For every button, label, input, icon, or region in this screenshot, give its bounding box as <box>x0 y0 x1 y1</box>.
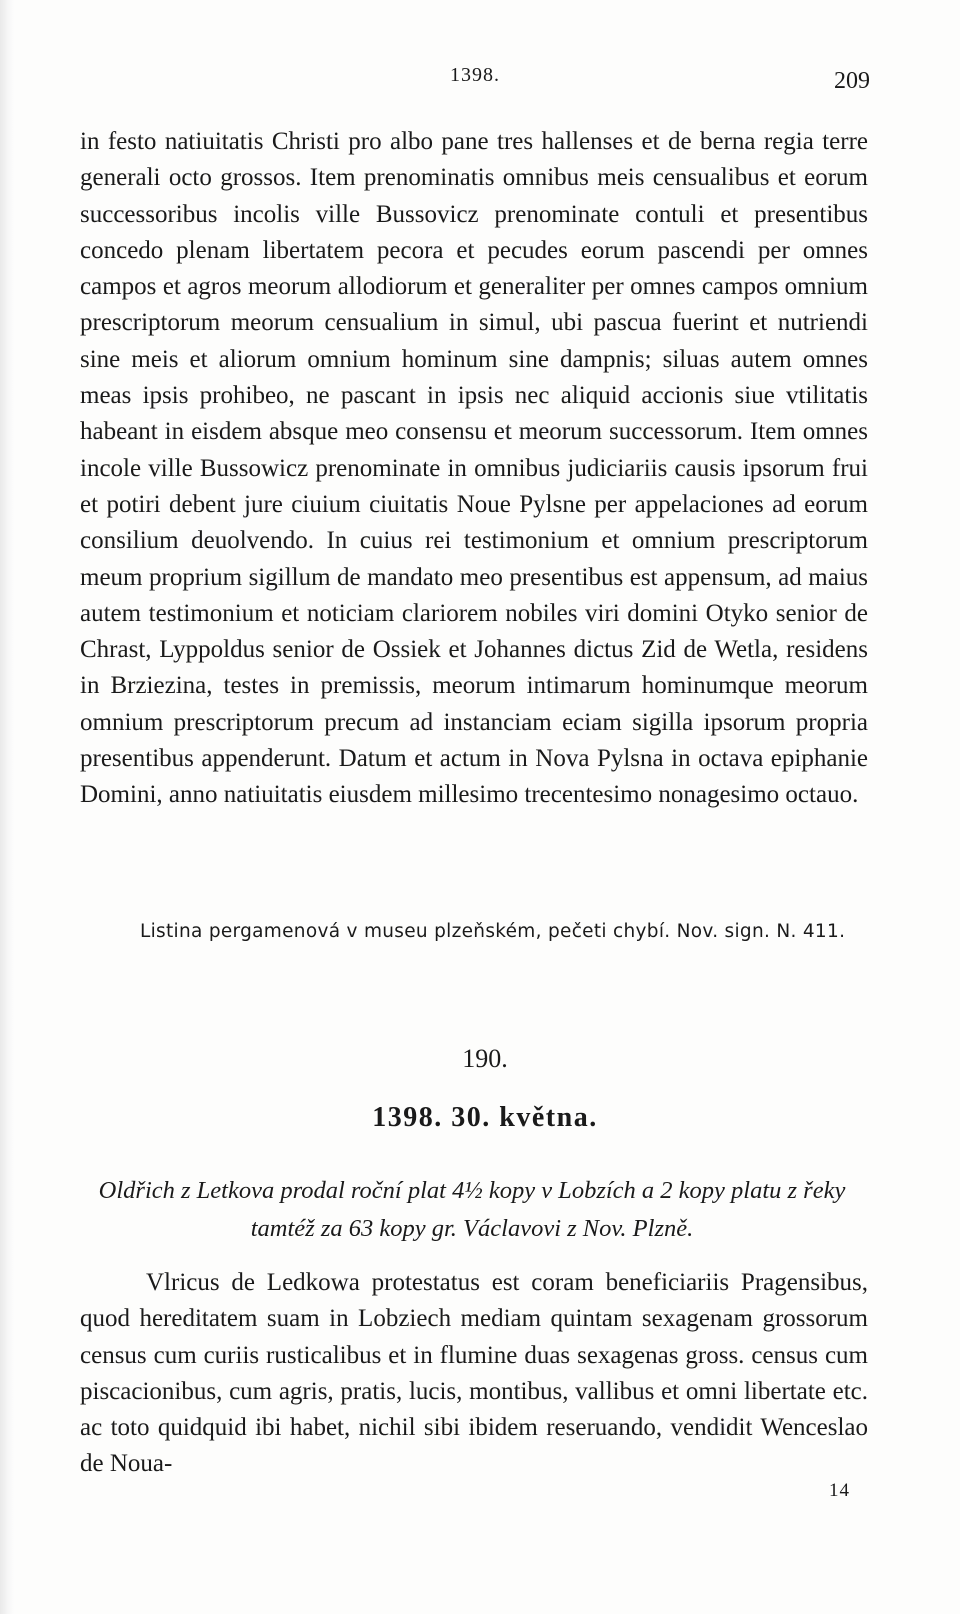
running-header <box>78 58 870 98</box>
source-note: Listina pergamenová v museu plzeňském, pečeti chybí. Nov. sign. N. 411. <box>140 921 846 942</box>
running-header-year: 1398. <box>450 64 500 86</box>
page-number: 209 <box>834 68 870 94</box>
document-number: 190. <box>462 1044 508 1073</box>
charter-text-continued: in festo natiuitatis Christi pro albo pane tres hallenses et de berna regia terre generali octo grossos. Item prenominatis omnibus meis censualibus et eorum successoribus incolis ville Bussovicz prenominate contuli et presentibus concedo plenam libertatem pecora et pecudes eorum pascendi per omnes campos et agros meorum allodiorum et generaliter per omnes campos omnium prescriptorum meorum censualium in simul, ubi pascua fuerint et nutriendi sine meis et aliorum omnium hominum sine dampnis; siluas autem omnes meas ipsis prohibeo, ne pascant in ipsis nec aliquid accionis siue vtilitatis habeant in eisdem absque meo consensu et meorum successorum. Item omnes incole ville Bussowicz prenominate in omnibus judiciariis causis ipsorum frui et potiri debent jure ciuium ciuitatis Noue Pylsne per appelaciones ad eorum consilium deuolvendo. In cuius rei testimonium et omnium prescriptorum meum proprium sigillum de mandato meo presentibus est appensum, ad maius autem testimonium et noticiam clariorem nobiles viri domini Otyko senior de Chrast, Lyppoldus senior de Ossiek et Johannes dictus Zid de Wetla, residens in Brziezina, testes in premissis, meorum intimarum hominumque meorum omnium prescriptorum precum ad instanciam eciam sigilla ipsorum propria presentibus appenderunt. Datum et actum in Nova Pylsna in octava epiphanie Domini, anno natiuitatis eiusdem millesimo trecentesimo nonagesimo octauo. <box>80 128 868 809</box>
document-date-heading: 1398. 30. května. <box>372 1102 598 1133</box>
charter-text-190: Vlricus de Ledkowa protestatus est coram beneficiariis Pragensibus, quod hereditatem suam in Lobziech mediam quintam sexagenam grossorum census cum curiis rusticalibus et in flumine duas sexagenas gross. census cum piscacionibus, cum agris, pratis, lucis, montibus, vallibus et omni libertate etc. ac toto quidquid ibi habet, nichil sibi ibidem reseruando, vendidit Wenceslao de Noua- <box>80 1269 868 1478</box>
folio-signature-mark: 14 <box>829 1480 850 1501</box>
czech-regest-summary: Oldřich z Letkova prodal roční plat 4½ kopy v Lobzích a 2 kopy platu z řeky tamtéž za 63 kopy gr. Václavovi z Nov. Plzně. <box>98 1177 846 1242</box>
scan-edge-shadow <box>0 0 14 1614</box>
